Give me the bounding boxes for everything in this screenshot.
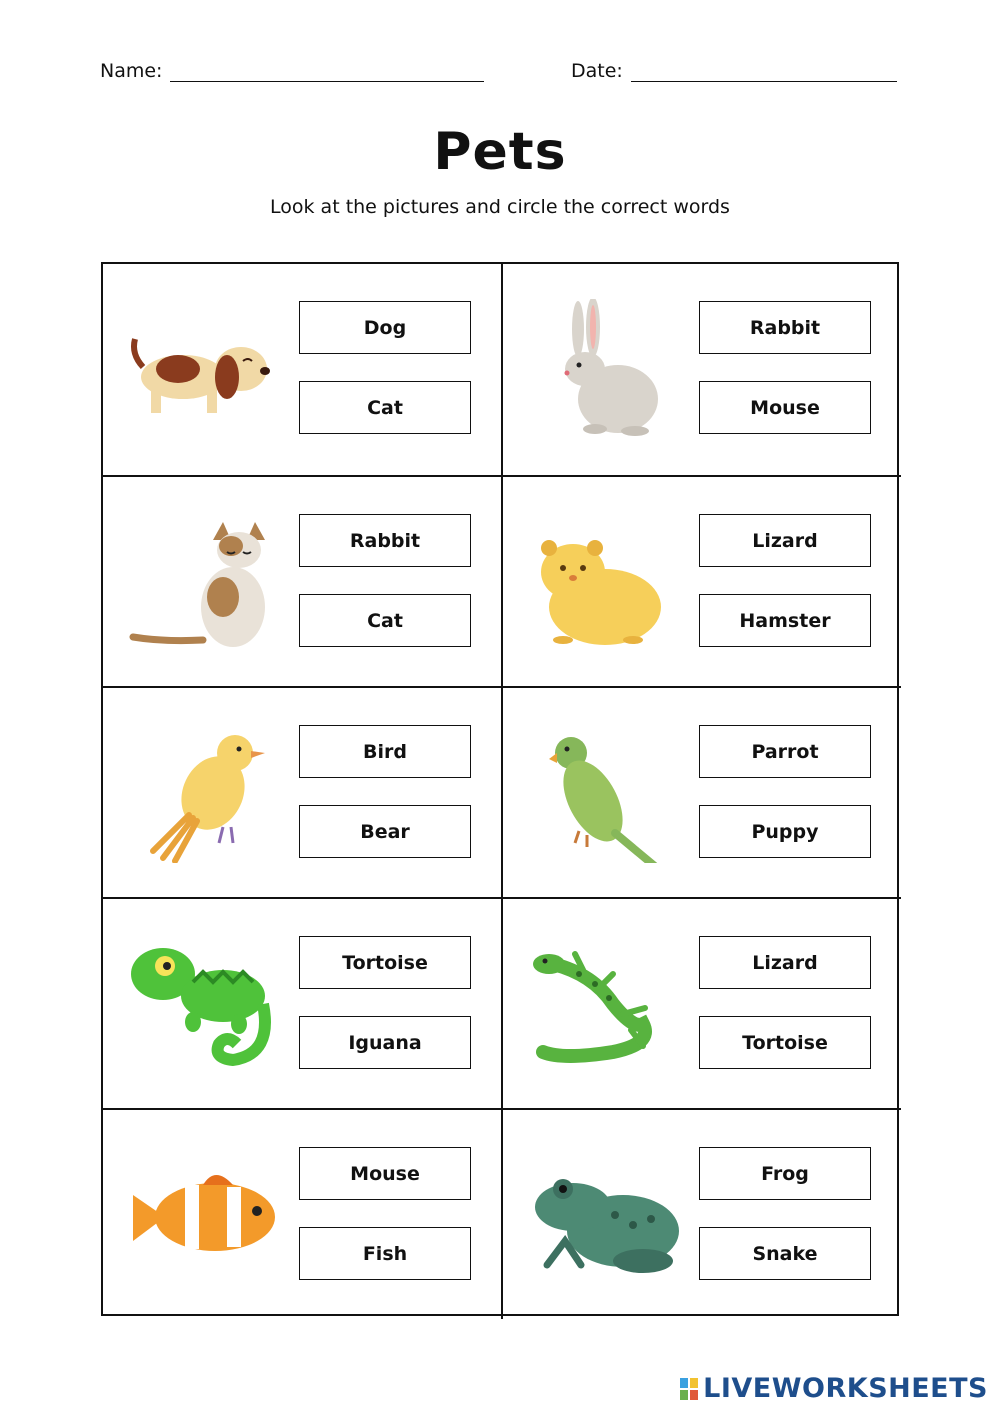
dog-icon <box>123 299 283 439</box>
option-rabbit[interactable]: Rabbit <box>299 514 471 567</box>
option-lizard[interactable]: Lizard <box>699 936 871 989</box>
date-label: Date: <box>571 60 623 82</box>
item-cell-iguana <box>103 897 502 1108</box>
brand-name: LIVEWORKSHEETS <box>703 1373 988 1404</box>
item-cell-rabbit <box>502 264 901 475</box>
name-field <box>100 60 484 82</box>
option-dog[interactable]: Dog <box>299 301 471 354</box>
brand-logo-icon <box>680 1378 698 1400</box>
item-cell-parrot <box>502 686 901 897</box>
worksheet-grid <box>101 262 899 1316</box>
option-parrot[interactable]: Parrot <box>699 725 871 778</box>
fish-icon <box>123 1145 283 1285</box>
item-cell-fish <box>103 1108 502 1319</box>
hamster-icon <box>523 512 683 652</box>
option-cat[interactable]: Cat <box>299 594 471 647</box>
option-iguana[interactable]: Iguana <box>299 1016 471 1069</box>
item-cell-cat <box>103 475 502 686</box>
instruction-text: Look at the pictures and circle the correct words <box>270 196 730 218</box>
option-fish[interactable]: Fish <box>299 1227 471 1280</box>
item-cell-frog <box>502 1108 901 1319</box>
frog-icon <box>523 1145 683 1285</box>
rabbit-icon <box>523 299 683 439</box>
option-tortoise[interactable]: Tortoise <box>299 936 471 989</box>
name-label: Name: <box>100 60 163 82</box>
item-cell-lizard <box>502 897 901 1108</box>
date-input-line[interactable] <box>631 61 897 82</box>
date-field <box>571 60 897 82</box>
option-puppy[interactable]: Puppy <box>699 805 871 858</box>
iguana-icon <box>123 934 283 1074</box>
item-cell-bird <box>103 686 502 897</box>
item-cell-dog <box>103 264 502 475</box>
option-mouse[interactable]: Mouse <box>299 1147 471 1200</box>
option-tortoise[interactable]: Tortoise <box>699 1016 871 1069</box>
lizard-icon <box>523 934 683 1074</box>
item-cell-hamster <box>502 475 901 686</box>
parrot-icon <box>523 723 683 863</box>
option-frog[interactable]: Frog <box>699 1147 871 1200</box>
option-snake[interactable]: Snake <box>699 1227 871 1280</box>
page-title: Pets <box>433 122 567 182</box>
option-lizard[interactable]: Lizard <box>699 514 871 567</box>
bird-icon <box>123 723 283 863</box>
option-mouse[interactable]: Mouse <box>699 381 871 434</box>
cat-icon <box>123 512 283 652</box>
option-bird[interactable]: Bird <box>299 725 471 778</box>
option-cat[interactable]: Cat <box>299 381 471 434</box>
option-hamster[interactable]: Hamster <box>699 594 871 647</box>
name-input-line[interactable] <box>170 61 484 82</box>
option-bear[interactable]: Bear <box>299 805 471 858</box>
brand-logo <box>680 1373 988 1404</box>
option-rabbit[interactable]: Rabbit <box>699 301 871 354</box>
